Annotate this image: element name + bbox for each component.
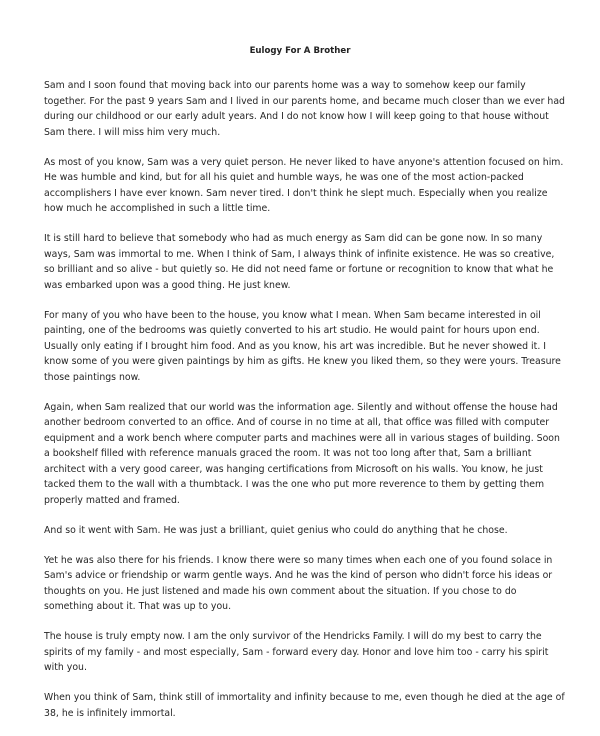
paragraph-8: The house is truly empty now. I am the only survivor of the Hendricks Family. I will do my best to carry the spirits of my family - and most especially, Sam - forward every day. Honor and love him too - carry his spirit with you. bbox=[44, 631, 549, 673]
paragraph-3: It is still hard to believe that somebody who had as much energy as Sam did can be gone now. In so many ways, Sam was immortal to me. When I think of Sam, I always think of infinite existence. He was so creative, so brilliant and so alive - but quietly so. He did not need fame or fortune or recognition to know that what he was embarked upon was a good thing. He just knew. bbox=[44, 233, 555, 291]
paragraph-4: For many of you who have been to the house, you know what I mean. When Sam became interested in oil painting, one of the bedrooms was quietly converted to his art studio. He would paint for hours upon end. Usually only eating if I brought him food. And as you know, his art was incredible. But he never showed it. I know some of you were given paintings by him as gifts. He knew you liked them, so they were yours. Treasure those paintings now. bbox=[44, 309, 561, 383]
document-body bbox=[44, 78, 566, 736]
paragraph-2: As most of you know, Sam was a very quiet person. He never liked to have anyone's attention focused on him. He was humble and kind, but for all his quiet and humble ways, he was one of the most action-packed accomplishers I have ever known. Sam never tired. I don't think he slept much. Especially when you realize how much he accomplished in such a little time. bbox=[44, 156, 564, 214]
paragraph-6: And so it went with Sam. He was just a brilliant, quiet genius who could do anything that he chose. bbox=[44, 524, 508, 536]
paragraph-7: Yet he was also there for his friends. I know there were so many times when each one of you found solace in Sam's advice or friendship or warm gentle ways. And he was the kind of person who didn't force his ideas or thoughts on you. He just listened and made his own comment about the situation. If you chose to do something about it. That was up to you. bbox=[44, 554, 553, 612]
paragraph-1: Sam and I soon found that moving back into our parents home was a way to somehow keep our family together. For the past 9 years Sam and I lived in our parents home, and became much closer than we ever had during our childhood or our early adult years. And I do not know how I will keep going to that house without Sam there. I will miss him very much. bbox=[44, 80, 565, 138]
paragraph-9: When you think of Sam, think still of immortality and infinity because to me, even though he died at the age of 38, he is infinitely immortal. bbox=[44, 692, 565, 719]
document-title: Eulogy For A Brother bbox=[249, 46, 351, 56]
paragraph-5: Again, when Sam realized that our world was the information age. Silently and without offense the house had another bedroom converted to an office. And of course in no time at all, that office was filled with computer equipment and a work bench where computer parts and machines were all in various stages of building. Soon a bookshelf filled with reference manuals graced the room. It was not too long after that, Sam a brilliant architect with a very good career, was hanging certifications from Microsoft on his walls. You know, he just tacked them to the wall with a thumbtack. I was the one who put more reverence to them by getting them properly matted and framed. bbox=[44, 401, 560, 506]
